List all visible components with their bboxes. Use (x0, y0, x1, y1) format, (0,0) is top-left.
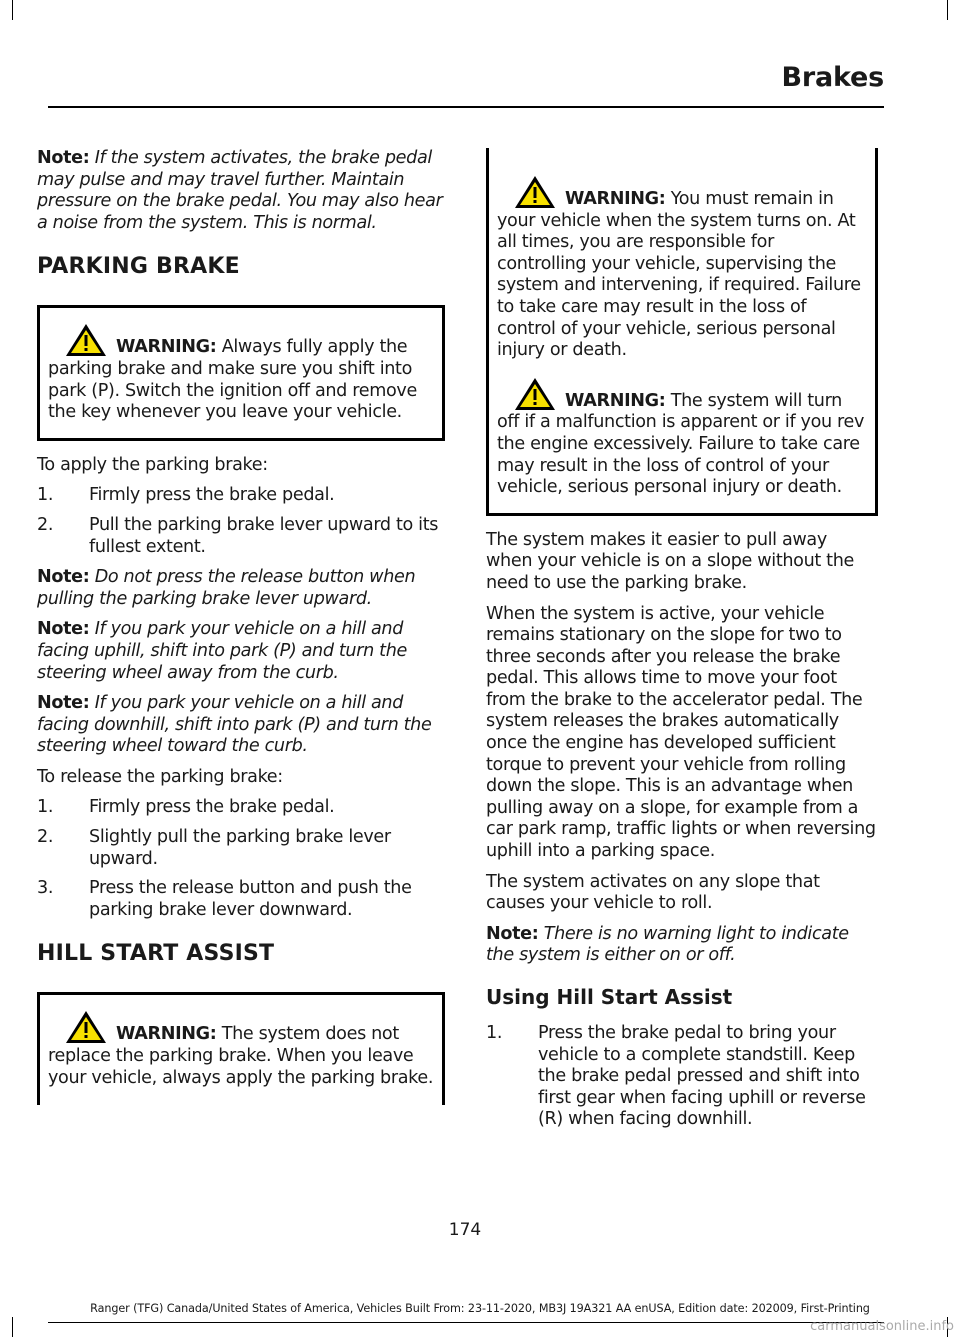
warning-hill (48, 1009, 434, 1089)
list-item (37, 485, 445, 507)
left-column (37, 148, 445, 1119)
warning-box-right (486, 148, 878, 516)
warning-box-parking (37, 305, 445, 440)
release-steps (37, 797, 445, 921)
warning-triangle-icon (513, 174, 557, 210)
warning-box-hill (37, 992, 445, 1105)
apply-steps (37, 485, 445, 558)
footer-edition: Ranger (TFG) Canada/United States of America, Vehicles Built From: 23-11-2020, MB3J 19A321 AA enUSA, Edition date: 202009, First-Printing (90, 1302, 870, 1315)
page-number: 174 (448, 1220, 482, 1240)
step-number: 1. (37, 797, 54, 818)
warning-text: Always fully apply the parking brake and make sure you shift into park (P). Switch the ignition off and remove the key whenever you leave your vehicle. (48, 337, 417, 423)
note-label: Note: (37, 567, 90, 588)
crop-mark (12, 0, 13, 20)
warning-triangle-icon (64, 322, 108, 358)
note-uphill (37, 619, 445, 684)
para-active: When the system is active, your vehicle remains stationary on the slope for two to three seconds after you release the brake pedal. This allows time to move your foot from the brake to the accelerator pedal. The system releases the brakes automatically once the engine has developed sufficient torque to prevent your vehicle from rolling down the slope. This is an advantage when pulling away on a slope, for example from a car park ramp, traffic lights or when reversing uphill into a parking space. (486, 603, 876, 862)
warning-triangle-icon (64, 1009, 108, 1045)
step-number: 1. (37, 485, 54, 506)
watermark: carmanualsonline.info (810, 1319, 954, 1334)
list-item (37, 797, 445, 819)
heading-hill-start-assist: HILL START ASSIST (37, 941, 275, 967)
release-intro: To release the parking brake: (37, 766, 283, 787)
step-number: 3. (37, 878, 54, 899)
header-divider (48, 106, 884, 108)
list-item (37, 515, 445, 558)
page-title: Brakes (781, 62, 884, 93)
heading-parking-brake: PARKING BRAKE (37, 254, 240, 280)
step-number: 1. (486, 1023, 503, 1043)
note-text: There is no warning light to indicate the system is either on or off. (486, 923, 849, 966)
warning-label: WARNING: (116, 1024, 217, 1045)
step-number: 2. (37, 514, 54, 535)
para-easier: The system makes it easier to pull away when your vehicle is on a slope without the need to use the parking brake. (486, 529, 855, 593)
para-any-slope: The system activates on any slope that causes your vehicle to roll. (486, 871, 820, 914)
step-text: Pull the parking brake lever upward to its fullest extent. (89, 514, 439, 557)
note-text: Do not press the release button when pulling the parking brake lever upward. (37, 567, 416, 609)
note-label: Note: (37, 693, 90, 714)
list-item (486, 1023, 878, 1131)
right-column (486, 148, 878, 1140)
warning-parking (48, 322, 434, 423)
apply-intro: To apply the parking brake: (37, 454, 268, 475)
note-warning-light (486, 924, 878, 967)
step-text: Firmly press the brake pedal. (89, 485, 335, 506)
warning-turnoff (497, 376, 867, 499)
warning-remain (497, 174, 867, 362)
step-number: 2. (37, 827, 54, 848)
list-item (37, 878, 445, 921)
note-downhill (37, 693, 445, 758)
note-intro (37, 148, 445, 234)
note-release-button (37, 567, 445, 610)
warning-triangle-icon (513, 376, 557, 412)
step-text: Slightly pull the parking brake lever upward. (89, 827, 391, 869)
warning-text: The system does not replace the parking brake. When you leave your vehicle, always apply the parking brake. (48, 1024, 434, 1088)
note-text: If the system activates, the brake pedal may pulse and may travel further. Maintain pressure on the brake pedal. You may also hear a noise from the system. This is normal. (37, 148, 443, 233)
using-steps (486, 1023, 878, 1131)
note-text: If you park your vehicle on a hill and facing uphill, shift into park (P) and turn the steering wheel away from the curb. (37, 619, 407, 683)
warning-label: WARNING: (116, 337, 217, 358)
note-label: Note: (37, 148, 90, 168)
step-text: Press the brake pedal to bring your vehicle to a complete standstill. Keep the brake pedal pressed and shift into first gear when facing uphill or reverse (R) when facing downhill. (538, 1023, 866, 1130)
note-label: Note: (37, 619, 90, 640)
step-text: Press the release button and push the parking brake lever downward. (89, 878, 412, 920)
warning-label: WARNING: (565, 390, 666, 411)
warning-text: You must remain in your vehicle when the system turns on. At all times, you are responsible for controlling your vehicle, supervising the system and intervening, if required. Failure to take care may result in the loss of control of your vehicle, serious personal injury or death. (497, 189, 861, 361)
note-text: If you park your vehicle on a hill and facing downhill, shift into park (P) and turn the steering wheel toward the curb. (37, 693, 432, 757)
heading-using-hill-start-assist: Using Hill Start Assist (486, 985, 733, 1009)
step-text: Firmly press the brake pedal. (89, 797, 335, 818)
warning-label: WARNING: (565, 189, 666, 209)
warning-text: The system will turn off if a malfunction is apparent or if you rev the engine excessively. Failure to take care may result in the loss of control of your vehicle, serious personal injury or death. (497, 390, 865, 498)
list-item (37, 827, 445, 870)
note-label: Note: (486, 923, 539, 944)
crop-mark (947, 0, 948, 20)
